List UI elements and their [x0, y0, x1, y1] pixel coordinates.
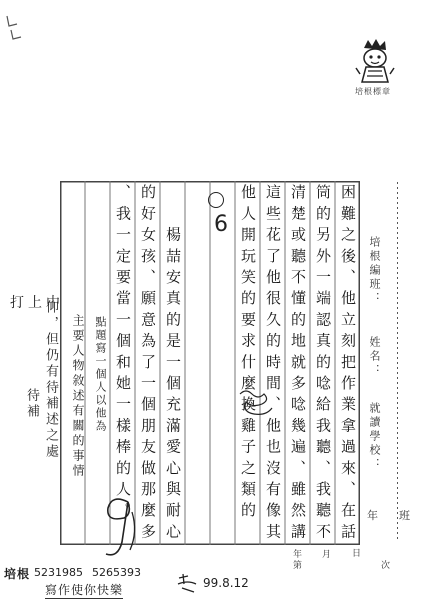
essay-column-3: 清楚或聽不懂的地就多唸幾遍、雖然講: [289, 184, 307, 545]
essay-column-4: 這些花了他很久的時間、他也沒有像其: [264, 184, 282, 545]
scan-mark: [3, 12, 25, 42]
footer-phone-2: 5265393: [92, 566, 141, 579]
teacher-note-short: 待補: [24, 388, 39, 420]
essay-column-9: 的好女孩、願意為了一個朋友做那麼多: [139, 184, 157, 545]
name-label: 姓名：: [368, 336, 381, 378]
teacher-note-main: 仰，但仍有待補述之處: [43, 300, 58, 460]
ordinal-label: 第: [293, 561, 303, 571]
essay-column-1: 困難之後、他立刻把作業拿過來、在話: [339, 184, 357, 545]
correction-scribble: [236, 386, 276, 420]
side-dotted-rule: [396, 182, 399, 542]
teacher-note-point: 點題寫一個人以他為: [94, 316, 107, 433]
teacher-note-topic: 主要人物敘述有關的事情: [71, 314, 85, 479]
class-code-label: 培根編班：: [368, 236, 381, 306]
teacher-scribble: [98, 492, 142, 564]
school-label: 就讀學校：: [368, 402, 381, 472]
footer-phone-1: 5231985: [34, 566, 83, 579]
paragraph-mark-circle-icon: [208, 192, 224, 208]
essay-column-10: 、我一定要當一個和她一樣棒的人。: [114, 184, 132, 524]
essay-column-5: 他人開玩笑的要求什麼換雞子之類的: [239, 184, 257, 524]
times-label: 次: [381, 561, 391, 571]
date-day-label: 日: [352, 549, 362, 559]
logo-caption: 培根標章: [355, 87, 391, 96]
bacon-mascot-icon: [352, 38, 396, 86]
footer-slogan: 寫作使你快樂: [45, 583, 124, 597]
class-unit-label: 班: [399, 509, 413, 522]
teacher-grade: 打上中: [10, 295, 64, 311]
date-year-label: 年: [293, 550, 303, 560]
footer-date: 99.8.12: [203, 576, 249, 590]
footer-brand: 培根: [4, 567, 31, 581]
essay-column-8: 楊喆安真的是一個充滿愛心與耐心: [164, 184, 182, 545]
paragraph-mark: 6: [214, 212, 228, 237]
essay-column-7: [185, 184, 210, 546]
grade-label: 年: [367, 509, 381, 522]
essay-column-2: 筒的另外一端認真的唸給我聽、我聽不: [314, 184, 332, 545]
date-month-label: 月: [322, 550, 332, 560]
teacher-signature: [176, 572, 200, 594]
essay-column-6: [210, 184, 235, 546]
